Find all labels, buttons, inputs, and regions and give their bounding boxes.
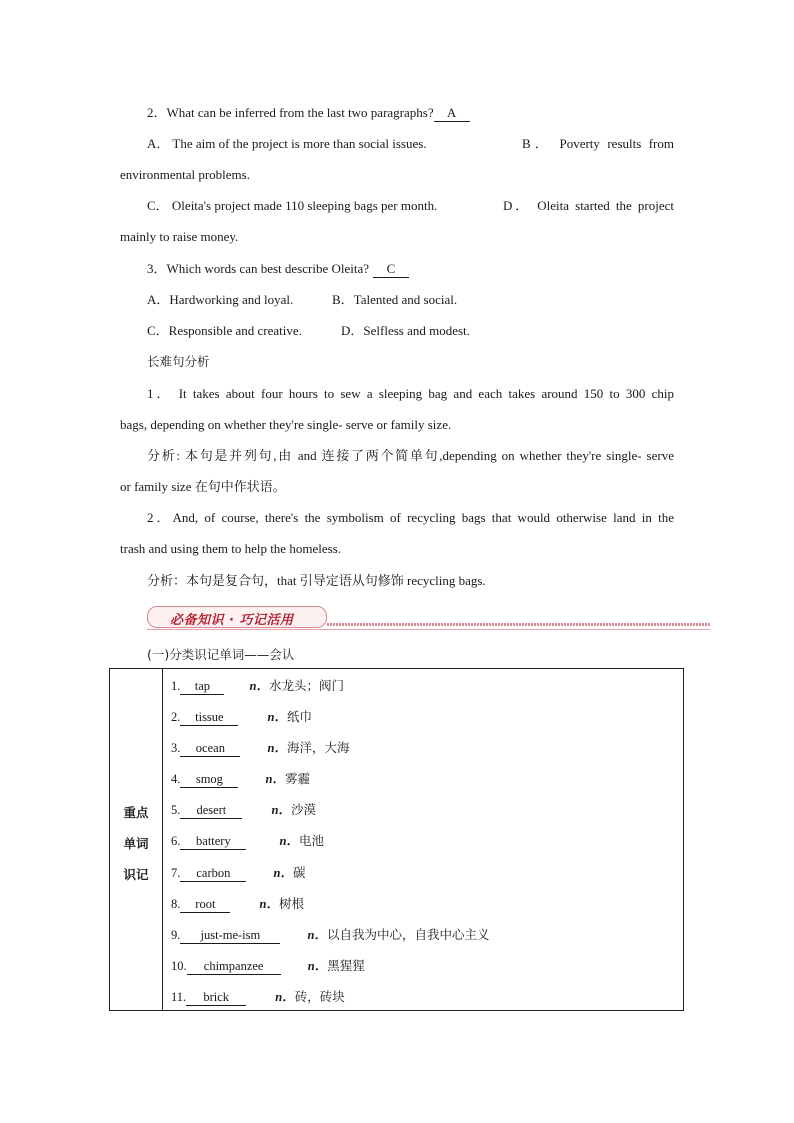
part-of-speech: n．	[275, 990, 295, 1004]
item-number: 11.	[171, 990, 187, 1004]
option-a: A． The aim of the project is more than social issues.	[147, 136, 427, 151]
meaning: 雾霾	[284, 771, 310, 786]
option-d: D． Oleita started the project	[503, 198, 674, 213]
option-c: C．Responsible and creative.	[147, 323, 302, 338]
option-d: D．Selfless and modest.	[341, 323, 470, 338]
vocab-word: chimpanzee	[187, 958, 281, 975]
meaning: 碳	[292, 865, 306, 880]
vocab-row	[171, 989, 345, 1006]
part-of-speech: n．	[265, 772, 285, 786]
banner-rule	[327, 623, 710, 626]
part-of-speech: n．	[279, 834, 299, 848]
part-of-speech: n．	[307, 928, 327, 942]
option-b: B． Poverty results from	[522, 136, 674, 151]
category-label	[110, 797, 162, 890]
option-b: B．Talented and social.	[332, 292, 458, 307]
item-number: 10.	[171, 959, 187, 973]
item-number: 4.	[171, 772, 181, 786]
item-number: 5.	[171, 803, 181, 817]
vocab-word: battery	[180, 833, 246, 850]
section-heading: 长难句分析	[147, 354, 210, 369]
table-divider	[162, 669, 163, 1010]
meaning: 电池	[298, 833, 324, 848]
vocab-word: desert	[180, 802, 242, 819]
vocab-row	[171, 865, 305, 882]
section-banner	[147, 604, 710, 632]
meaning: 砖，砖块	[294, 989, 345, 1004]
part-of-speech: n．	[249, 679, 269, 693]
part-of-speech: n．	[307, 959, 328, 973]
item-number: 7.	[171, 866, 181, 880]
meaning: 纸巾	[286, 709, 312, 724]
part-of-speech: n．	[267, 710, 287, 724]
vocab-word: smog	[180, 771, 238, 788]
question-text: 2．What can be inferred from the last two paragraphs?	[147, 105, 434, 120]
vocab-row	[171, 802, 316, 819]
category-line: 识记	[123, 867, 149, 882]
option-d-continued: mainly to raise money.	[120, 229, 239, 244]
vocab-word: root	[180, 896, 230, 913]
banner-underline	[147, 629, 710, 630]
analysis-1-continued: or family size 在句中作状语。	[120, 479, 286, 494]
vocab-word: just-me-ism	[180, 927, 280, 944]
vocab-word: carbon	[180, 865, 246, 882]
option-a: A．Hardworking and loyal.	[147, 292, 294, 307]
answer-blank: A	[434, 105, 470, 122]
vocab-row	[171, 740, 349, 757]
meaning: 水龙头；阀门	[268, 678, 344, 693]
part-of-speech: n．	[267, 741, 287, 755]
item-number: 9.	[171, 928, 181, 942]
question-text: 3．Which words can best describe Oleita?	[147, 261, 370, 276]
banner-badge	[147, 606, 327, 628]
vocab-word: ocean	[180, 740, 240, 757]
option-b-continued: environmental problems.	[120, 167, 250, 182]
analysis-2: 分析：本句是复合句，that 引导定语从句修饰 recycling bags.	[147, 573, 486, 588]
part-of-speech: n．	[271, 803, 291, 817]
vocab-row	[171, 833, 324, 850]
meaning: 树根	[278, 896, 304, 911]
option-c: C． Oleita's project made 110 sleeping bags per month.	[147, 198, 438, 213]
banner-title: 必备知识 · 巧记活用	[170, 613, 294, 628]
question-3	[147, 261, 409, 278]
item-number: 1.	[171, 679, 181, 693]
meaning: 海洋，大海	[286, 740, 350, 755]
vocab-row	[171, 896, 304, 913]
sentence-1-continued: bags, depending on whether they're single- serve or family size.	[120, 417, 452, 432]
vocab-row	[171, 958, 365, 975]
item-number: 8.	[171, 897, 181, 911]
meaning: 沙漠	[290, 802, 316, 817]
vocab-word: tissue	[180, 709, 238, 726]
item-number: 3.	[171, 741, 181, 755]
vocab-word: tap	[180, 678, 224, 695]
vocab-row	[171, 771, 310, 788]
vocab-row	[171, 709, 312, 726]
question-2	[147, 105, 470, 122]
meaning: 以自我为中心，自我中心主义	[326, 927, 490, 942]
analysis-1: 分析: 本句是并列句,由 and 连接了两个简单句,depending on whether they're single- serve	[147, 448, 674, 463]
vocab-row	[171, 927, 489, 944]
sentence-1: 1． It takes about four hours to sew a sleeping bag and each takes around 150 to 300 chip	[147, 386, 674, 401]
sentence-2: 2．And, of course, there's the symbolism of recycling bags that would otherwise land in the	[147, 510, 674, 525]
vocab-row	[171, 678, 344, 695]
vocab-word: brick	[186, 989, 246, 1006]
category-line: 重点	[123, 805, 149, 820]
part-of-speech: n．	[273, 866, 293, 880]
meaning: 黑猩猩	[327, 958, 365, 973]
sentence-2-continued: trash and using them to help the homeless.	[120, 541, 341, 556]
item-number: 2.	[171, 710, 181, 724]
item-number: 6.	[171, 834, 181, 848]
vocab-section-title: (一)分类识记单词——会认	[147, 647, 295, 662]
vocab-table	[109, 668, 684, 1011]
answer-blank: C	[373, 261, 409, 278]
category-line: 单词	[123, 836, 149, 851]
part-of-speech: n．	[259, 897, 279, 911]
